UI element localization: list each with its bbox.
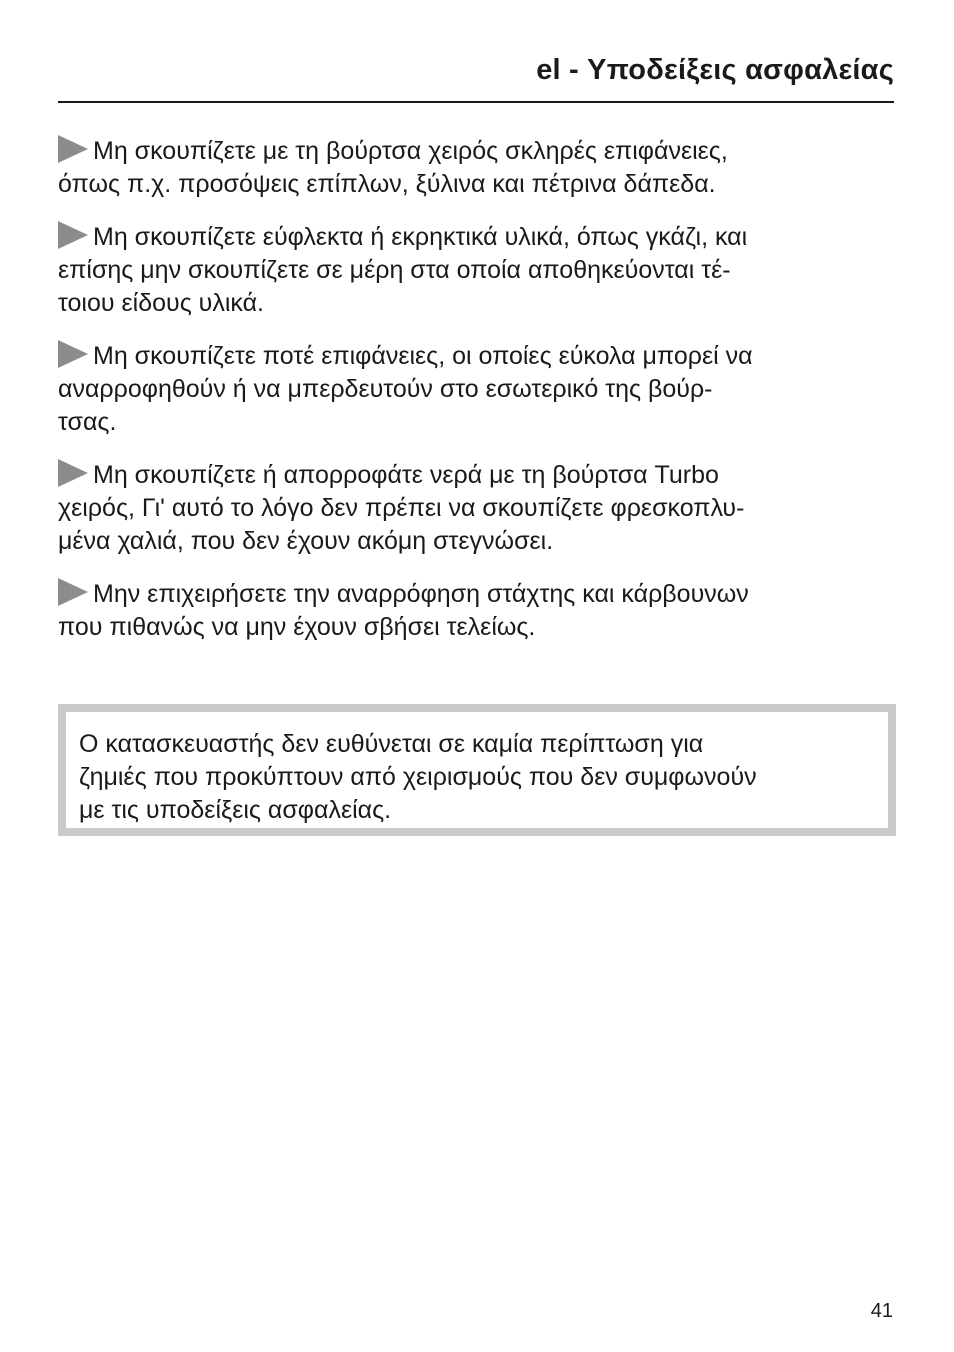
triangle-right-icon [58,135,88,163]
warning-item [58,578,894,644]
notice-line: με τις υποδείξεις ασφαλείας. [79,796,392,824]
triangle-right-icon [58,459,88,487]
warning-line: χειρός, Γι' αυτό το λόγο δεν πρέπει να σκουπίζετε φρεσκοπλυ- [58,494,745,522]
warning-line: που πιθανώς να μην έχουν σβήσει τελείως. [58,613,536,641]
page-header [58,50,894,103]
warning-line: όπως π.χ. προσόψεις επίπλων, ξύλινα και πέτρινα δάπεδα. [58,170,716,198]
warning-text: Μη σκουπίζετε ποτέ επιφάνειες, οι οποίες εύκολα μπορεί να [93,342,753,370]
warning-text: Μη σκουπίζετε εύφλεκτα ή εκρηκτικά υλικά, όπως γκάζι, και [93,223,748,251]
warning-text: Μη σκουπίζετε ή απορροφάτε νερά με τη βούρτσα Turbo [93,461,719,489]
triangle-right-icon [58,221,88,249]
notice-line: ζημιές που προκύπτουν από χειρισμούς που δεν συμφωνούν [79,763,757,791]
notice-text [79,728,757,827]
warning-line: επίσης μην σκουπίζετε σε μέρη στα οποία αποθηκεύονται τέ- [58,256,731,284]
warning-text: Μη σκουπίζετε με τη βούρτσα χειρός σκληρές επιφάνειες, [93,137,728,165]
warning-item [58,340,894,439]
warning-line: τοιου είδους υλικά. [58,289,265,317]
warning-item [58,221,894,320]
warning-item [58,135,894,201]
warning-line: αναρροφηθούν ή να μπερδευτούν στο εσωτερικό της βούρ- [58,375,713,403]
warning-line [58,221,894,254]
warning-line: τσας. [58,408,117,436]
warning-item [58,459,894,558]
triangle-right-icon [58,340,88,368]
warning-line: μένα χαλιά, που δεν έχουν ακόμη στεγνώσει. [58,527,554,555]
warning-text: Μην επιχειρήσετε την αναρρόφηση στάχτης και κάρβουνων [93,580,749,608]
manufacturer-notice-box [58,704,896,836]
section-title: el - Υποδείξεις ασφαλείας [536,54,894,86]
triangle-right-icon [58,578,88,606]
safety-warnings [58,135,894,664]
warning-line [58,459,894,492]
warning-line [58,340,894,373]
page-number: 41 [870,1300,893,1322]
notice-line: Ο κατασκευαστής δεν ευθύνεται σε καμία περίπτωση για [79,730,704,758]
warning-line [58,135,894,168]
warning-line [58,578,894,611]
